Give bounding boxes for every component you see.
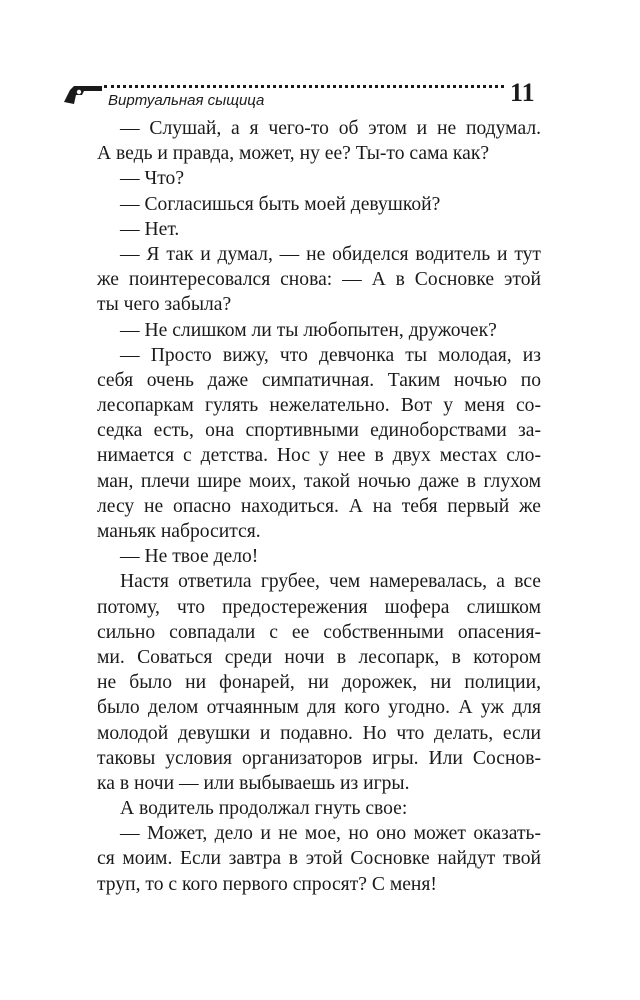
dotted-rule	[104, 85, 504, 88]
text-line: — Нет.	[120, 218, 180, 240]
text-line: маньяк набросится.	[97, 521, 261, 542]
text-line: таковы условия организаторов игры. Или Соснов-	[97, 747, 541, 769]
text-line: же поинтересовался снова: — А в Сосновке этой	[97, 269, 541, 291]
text-line: — Согласишься быть моей девушкой?	[120, 193, 441, 215]
text-line: ся моим. Если завтра в этой Сосновке найдут твой	[97, 848, 541, 870]
page-number: 11	[510, 78, 535, 107]
text-line: А ведь и правда, может, ну ее? Ты-то сама как?	[97, 143, 490, 165]
text-line: труп, то с кого первого спросят? С меня!	[97, 873, 437, 895]
body-text	[97, 116, 541, 897]
text-line: седка есть, она спортивными единоборствами за-	[97, 420, 541, 442]
text-line: — Я так и думал, — не обиделся водитель и тут	[120, 243, 541, 265]
text-line: себя очень даже симпатичная. Таким ночью по	[97, 369, 541, 391]
text-line: — Просто вижу, что девчонка ты молодая, из	[120, 344, 541, 366]
text-line: — Не твое дело!	[120, 546, 259, 568]
text-line: не было ни фонарей, ни дорожек, ни полиции,	[97, 672, 541, 694]
text-line: лесу не опасно находиться. А на тебя первый же	[97, 495, 541, 517]
text-line: Настя ответила грубее, чем намеревалась, а все	[120, 571, 541, 593]
text-line: — Что?	[120, 168, 185, 190]
running-title: Виртуальная сыщица	[108, 92, 265, 109]
text-line: потому, что предостережения шофера слишком	[97, 596, 541, 618]
text-line: нимается с детства. Нос у нее в двух местах сло-	[97, 445, 541, 467]
revolver-icon	[62, 82, 104, 106]
text-line: ми. Соваться среди ночи в лесопарк, в котором	[97, 646, 541, 668]
text-line: — Не слишком ли ты любопытен, дружочек?	[120, 319, 497, 341]
text-line: ка в ночи — или выбываешь из игры.	[97, 772, 410, 794]
text-line: сильно совпадали с ее собственными опасения-	[97, 621, 541, 643]
text-line: ман, плечи шире моих, такой ночью даже в глухом	[97, 470, 541, 492]
text-line: — Слушай, а я чего-то об этом и не подумал.	[120, 118, 541, 139]
text-line: молодой девушки и подавно. Но что делать, если	[97, 722, 541, 744]
running-header	[60, 76, 540, 112]
text-line: — Может, дело и не мое, но оно может оказать-	[120, 823, 541, 845]
text-line: лесопаркам гулять нежелательно. Вот у меня со-	[97, 395, 541, 417]
text-line: было делом отчаянным для кого угодно. А уж для	[97, 697, 541, 719]
text-line: А водитель продолжал гнуть свое:	[120, 798, 408, 820]
text-line: ты чего забыла?	[97, 294, 232, 316]
